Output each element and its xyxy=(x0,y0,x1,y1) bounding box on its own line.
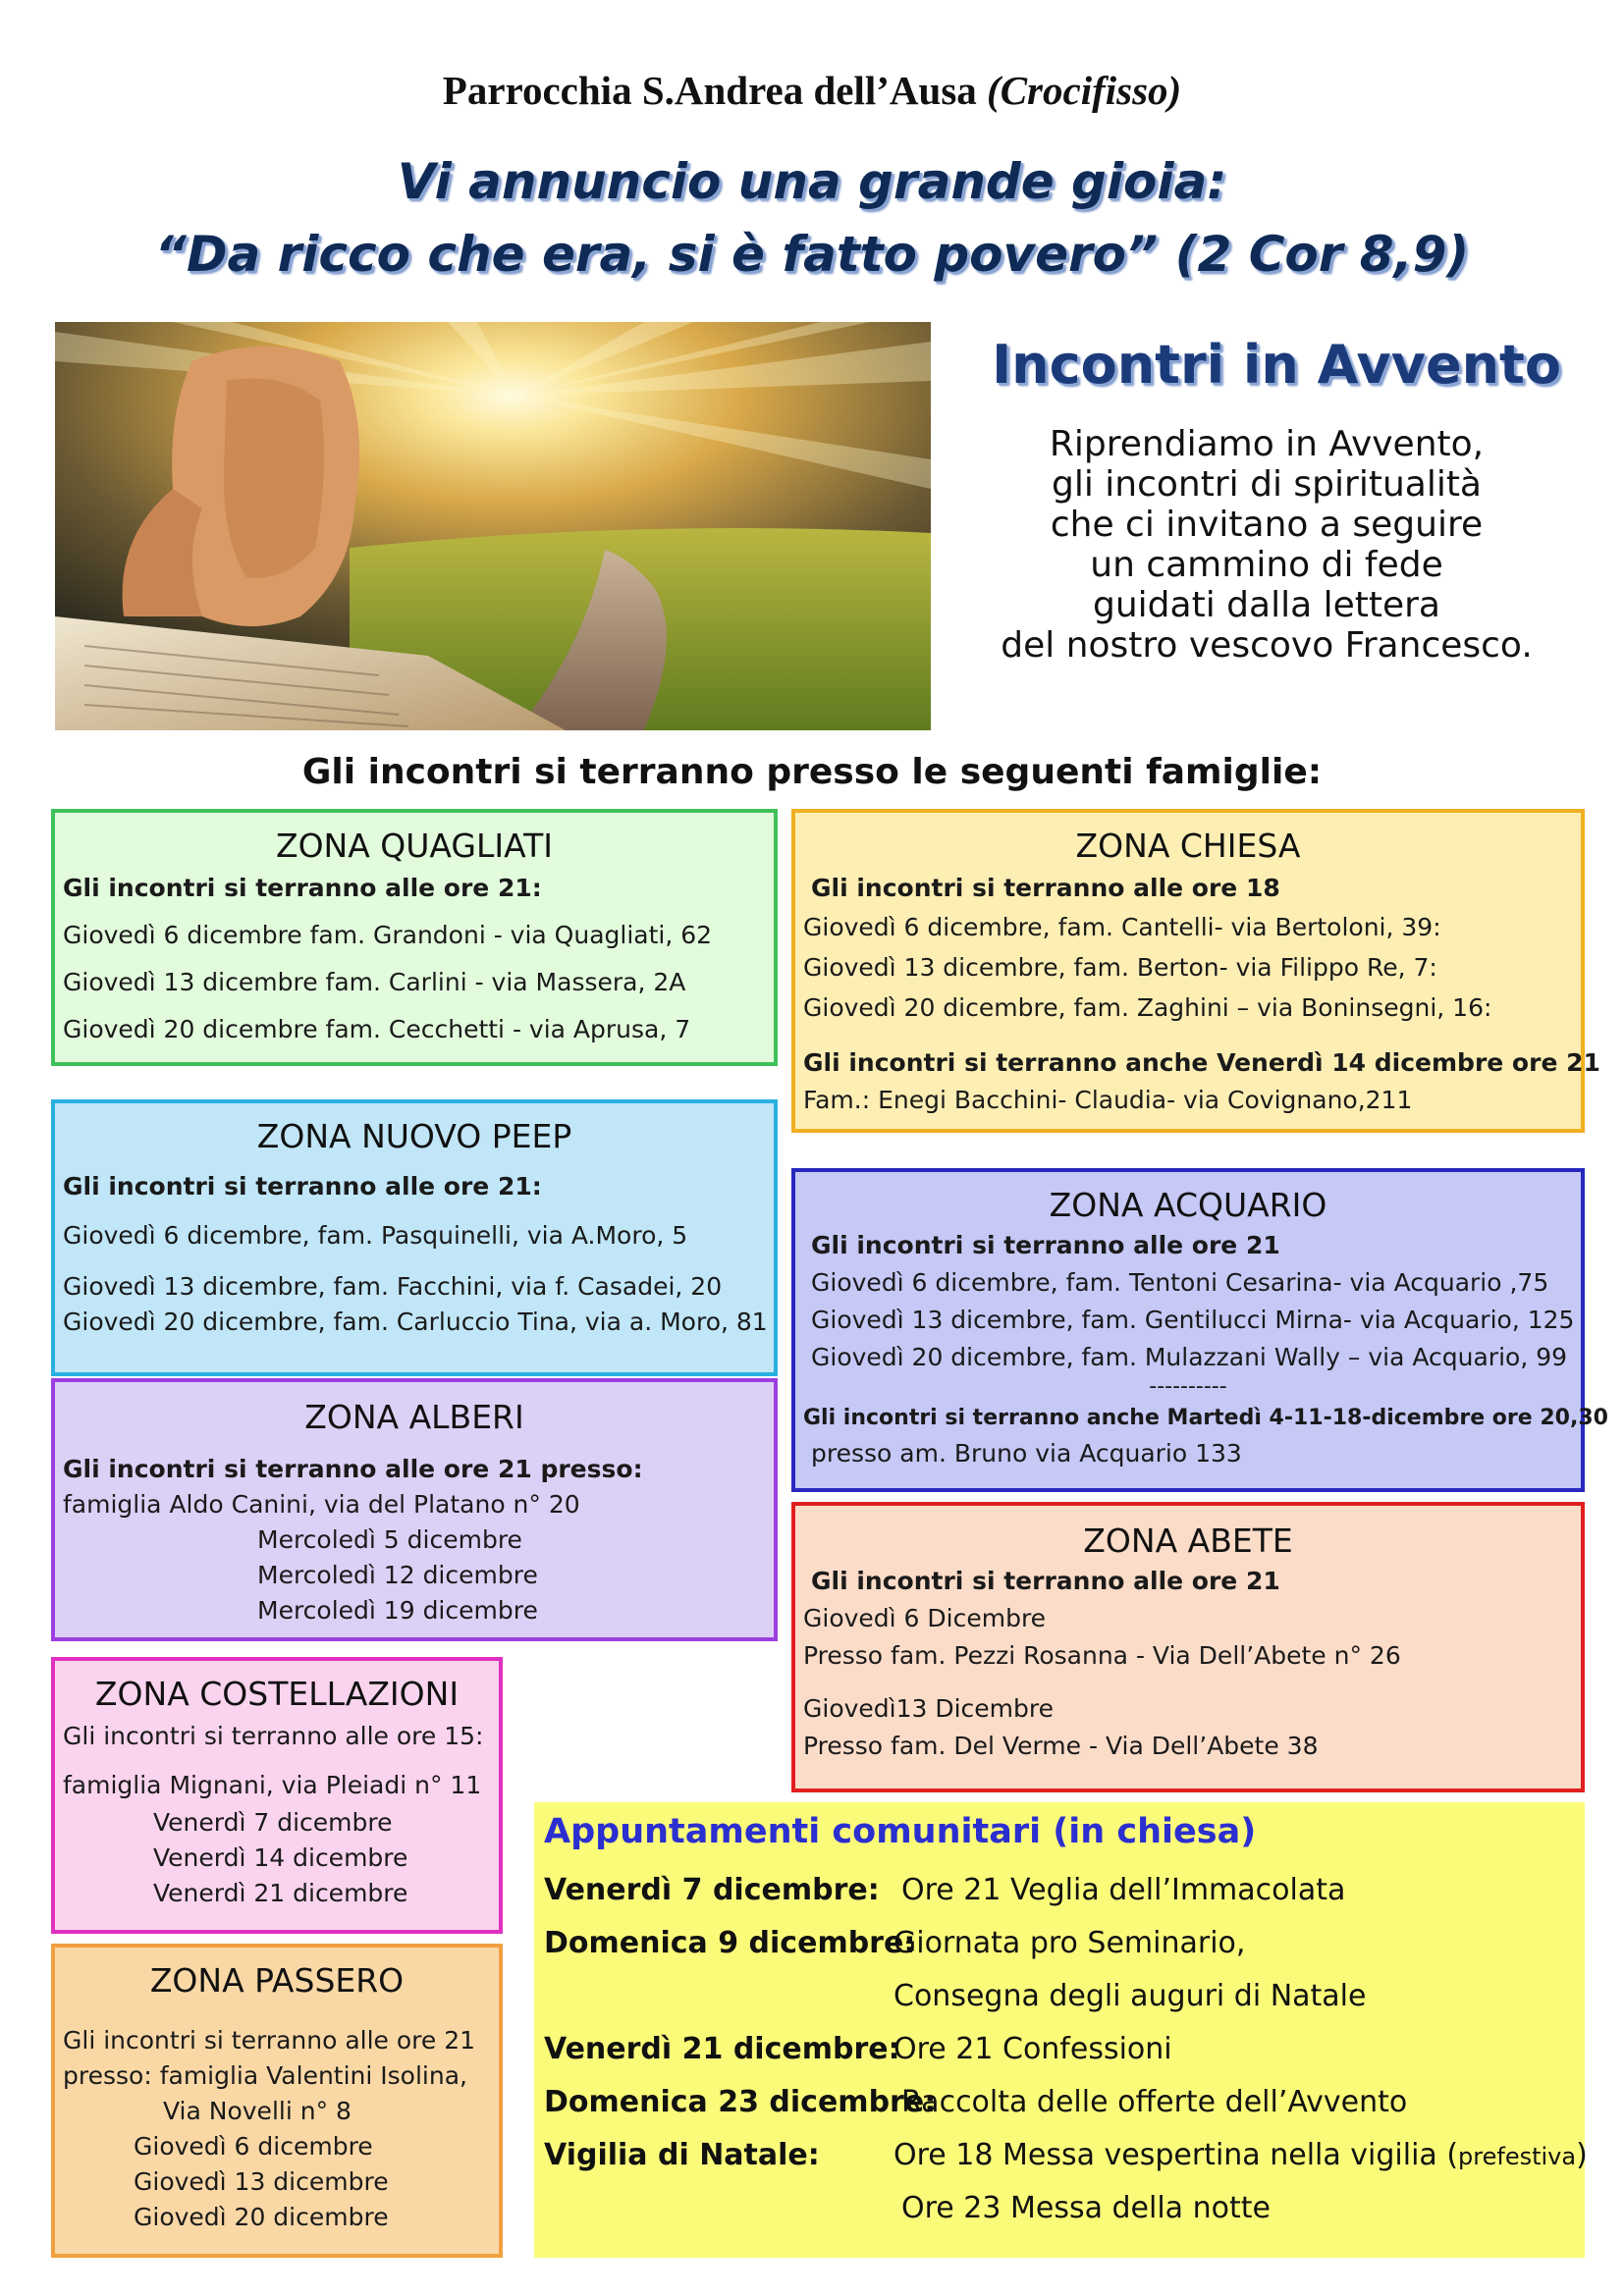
meeting-date: Giovedì 13 dicembre xyxy=(134,2167,389,2196)
meeting-line: Presso fam. Pezzi Rosanna - Via Dell’Abete n° 26 xyxy=(803,1641,1401,1670)
zone-acquario xyxy=(791,1168,1608,1492)
appointment-text: Ore 21 Confessioni xyxy=(893,2032,1172,2066)
meeting-line: Giovedì 20 dicembre fam. Cecchetti - via Aprusa, 7 xyxy=(63,1015,691,1043)
meeting-date: Mercoledì 12 dicembre xyxy=(257,1561,538,1589)
zone-nuovo-peep xyxy=(51,1099,778,1376)
meeting-line: Giovedì 13 dicembre fam. Carlini - via Massera, 2A xyxy=(63,968,686,996)
appointment-day: Venerdì 7 dicembre: xyxy=(544,1873,880,1907)
appointment-text: Giornata pro Seminario, xyxy=(893,1926,1246,1960)
appointment-day: Domenica 9 dicembre: xyxy=(544,1926,916,1960)
zone-abete xyxy=(791,1502,1585,1792)
zone-family: famiglia Mignani, via Pleiadi n° 11 xyxy=(63,1771,482,1799)
meeting-line: Giovedì 6 dicembre fam. Grandoni - via Quagliati, 62 xyxy=(63,921,713,949)
incontri-title: Incontri in Avvento xyxy=(992,334,1561,396)
appointment-text: Ore 18 Messa vespertina nella vigilia (prefestiva) xyxy=(893,2138,1588,2172)
meeting-date: Giovedì 20 dicembre xyxy=(134,2203,389,2231)
zone-time: Gli incontri si terranno alle ore 21 presso: xyxy=(63,1455,643,1483)
meeting-line: Giovedì 13 dicembre, fam. Gentilucci Mirna- via Acquario, 125 xyxy=(811,1306,1575,1334)
meeting-line: Giovedì 6 dicembre, fam. Tentoni Cesarina- via Acquario ,75 xyxy=(811,1268,1549,1297)
zone-title: ZONA ACQUARIO xyxy=(1049,1186,1327,1224)
zone-extra-time: Gli incontri si terranno anche Venerdì 14 dicembre ore 21 xyxy=(803,1048,1600,1077)
zone-time: Gli incontri si terranno alle ore 18 xyxy=(811,874,1280,902)
meeting-date: Mercoledì 5 dicembre xyxy=(257,1525,522,1554)
zone-quagliati xyxy=(51,809,778,1066)
appointments-box xyxy=(534,1802,1588,2258)
families-subtitle: Gli incontri si terranno presso le seguenti famiglie: xyxy=(301,752,1323,792)
zone-time: Gli incontri si terranno alle ore 15: xyxy=(63,1722,484,1750)
zone-title: ZONA QUAGLIATI xyxy=(275,827,554,865)
meeting-date: Mercoledì 19 dicembre xyxy=(257,1596,538,1625)
zone-title: ZONA PASSERO xyxy=(149,1961,405,2000)
parish-name: Parrocchia S.Andrea dell’Ausa (Crocifisso) xyxy=(442,68,1182,113)
meeting-line: Giovedì 20 dicembre, fam. Carluccio Tina, via a. Moro, 81 xyxy=(63,1308,768,1336)
zone-title: ZONA ALBERI xyxy=(304,1398,524,1436)
zone-extra-time: Gli incontri si terranno anche Martedì 4-11-18-dicembre ore 20,30 xyxy=(803,1406,1608,1430)
zone-title: ZONA NUOVO PEEP xyxy=(256,1117,572,1155)
appointment-text: Raccolta delle offerte dell’Avvento xyxy=(901,2085,1408,2119)
meeting-line: Giovedì 13 dicembre, fam. Berton- via Filippo Re, 7: xyxy=(803,953,1437,982)
zone-family: famiglia Aldo Canini, via del Platano n° 20 xyxy=(63,1490,580,1519)
zone-time: Gli incontri si terranno alle ore 21: xyxy=(63,1172,542,1201)
meeting-date: Venerdì 14 dicembre xyxy=(153,1843,408,1872)
appointment-day: Vigilia di Natale: xyxy=(544,2138,820,2172)
meeting-line: Giovedì 6 dicembre, fam. Cantelli- via Bertoloni, 39: xyxy=(803,913,1441,941)
zone-time: Gli incontri si terranno alle ore 21: xyxy=(63,874,542,902)
zone-costellazioni xyxy=(51,1657,503,1934)
zone-alberi xyxy=(51,1378,778,1641)
meeting-line: Giovedì 20 dicembre, fam. Zaghini – via Boninsegni, 16: xyxy=(803,993,1492,1022)
zone-extra-place: Fam.: Enegi Bacchini- Claudia- via Covignano,211 xyxy=(803,1086,1413,1114)
separator: ---------- xyxy=(1149,1374,1227,1399)
meeting-date: Giovedì 6 dicembre xyxy=(134,2132,373,2161)
meeting-line: Giovedì 13 dicembre, fam. Facchini, via f. Casadei, 20 xyxy=(63,1272,723,1301)
appointment-text: Ore 21 Veglia dell’Immacolata xyxy=(901,1873,1346,1907)
zone-extra-place: presso am. Bruno via Acquario 133 xyxy=(811,1439,1242,1468)
announce-line-2: “Da ricco che era, si è fatto povero” (2 Cor 8,9) xyxy=(154,226,1470,283)
meeting-line: Presso fam. Del Verme - Via Dell’Abete 38 xyxy=(803,1732,1319,1760)
announce-line-1: Vi annuncio una grande gioia: xyxy=(397,153,1227,210)
zone-address: Via Novelli n° 8 xyxy=(163,2097,352,2125)
intro-text: Riprendiamo in Avvento, gli incontri di spiritualità che ci invitano a seguire un cammino di fede guidati dalla lettera del nostro vescovo Francesco. xyxy=(1001,424,1533,666)
meeting-date: Venerdì 21 dicembre xyxy=(153,1879,408,1907)
praying-hands-road-image xyxy=(55,322,931,730)
meeting-line: Giovedì 6 Dicembre xyxy=(803,1604,1047,1632)
appointment-text: Ore 23 Messa della notte xyxy=(901,2191,1271,2225)
appointment-day: Venerdì 21 dicembre: xyxy=(544,2032,900,2066)
zone-passero xyxy=(51,1944,503,2258)
zone-title: ZONA COSTELLAZIONI xyxy=(94,1675,460,1713)
zone-time: Gli incontri si terranno alle ore 21 xyxy=(811,1567,1280,1595)
zone-chiesa xyxy=(791,809,1600,1133)
appointments-title: Appuntamenti comunitari (in chiesa) xyxy=(544,1812,1257,1851)
appointment-text: Consegna degli auguri di Natale xyxy=(893,1979,1367,2013)
zone-title: ZONA ABETE xyxy=(1083,1522,1293,1560)
meeting-line: Giovedì 20 dicembre, fam. Mulazzani Wally – via Acquario, 99 xyxy=(811,1343,1568,1371)
meeting-date: Venerdì 7 dicembre xyxy=(153,1808,393,1837)
zone-family: presso: famiglia Valentini Isolina, xyxy=(63,2061,467,2090)
zone-title: ZONA CHIESA xyxy=(1075,827,1301,865)
zone-time: Gli incontri si terranno alle ore 21 xyxy=(63,2026,476,2055)
meeting-line: Giovedì 6 dicembre, fam. Pasquinelli, via A.Moro, 5 xyxy=(63,1221,688,1250)
meeting-line: Giovedì13 Dicembre xyxy=(803,1694,1055,1723)
appointment-day: Domenica 23 dicembre: xyxy=(544,2085,937,2119)
zone-time: Gli incontri si terranno alle ore 21 xyxy=(811,1231,1280,1259)
